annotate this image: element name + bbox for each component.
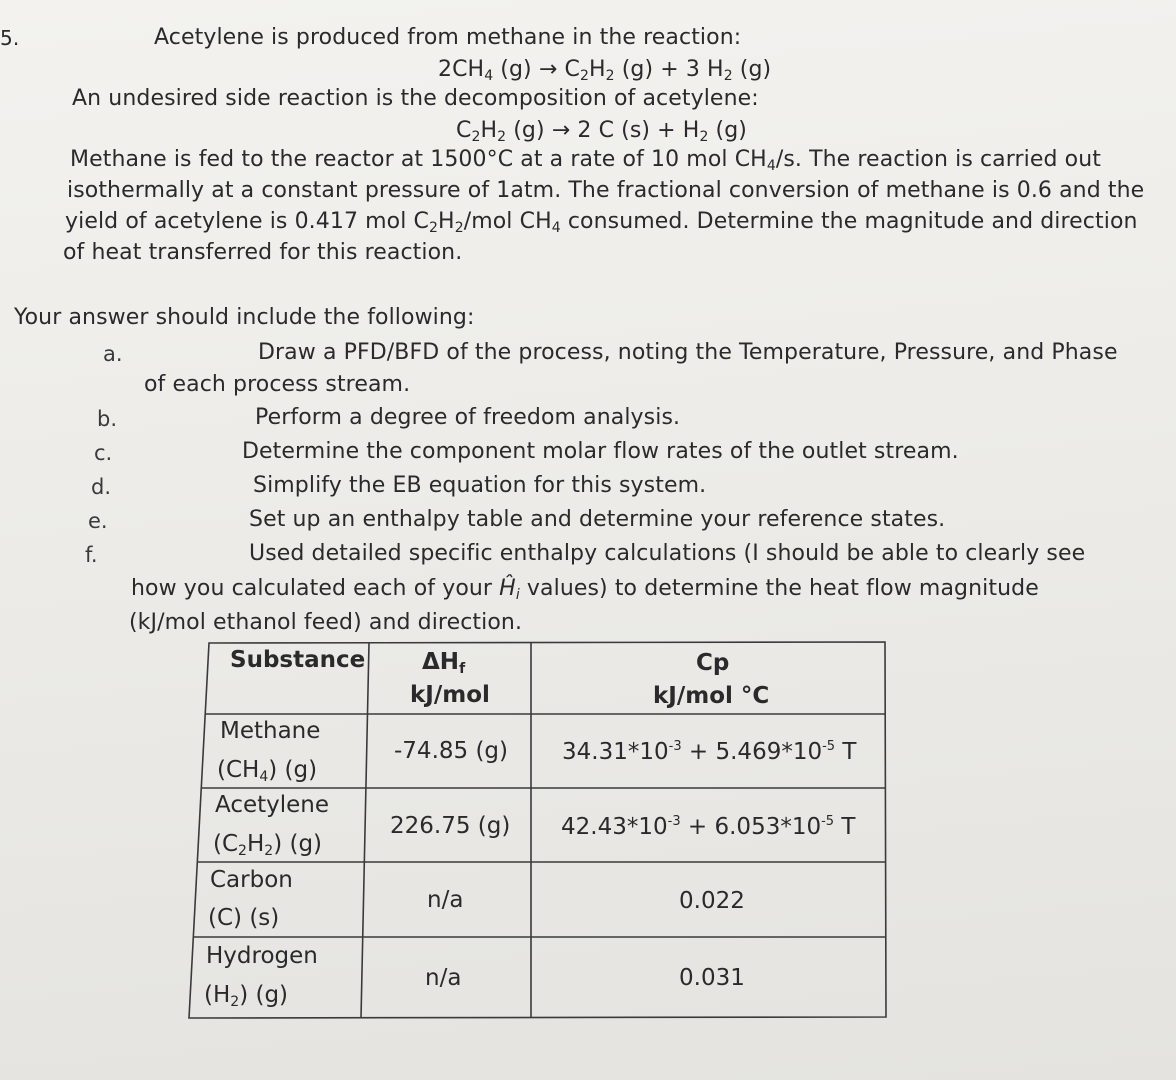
problem-paragraph-line-1: Methane is fed to the reactor at 1500°C at a rate of 10 mol $CH_4/s$. The reaction is carried out <box>70 147 1101 174</box>
row-methane-dhf: -74.85 (g) <box>394 738 509 764</box>
row-carbon-dhf: n/a <box>427 887 464 913</box>
item-text-f-continued-1: how you calculated each of your $Ĥ_i$ values) to determine the heat flow magnitude <box>131 576 1039 603</box>
row-methane-name: Methane <box>220 718 321 744</box>
enthalpy-data-table <box>188 641 898 1018</box>
row-acetylene-name: Acetylene <box>215 792 330 818</box>
item-letter-f: f. <box>85 543 98 567</box>
header-substance: Substance <box>230 647 366 673</box>
row-hydrogen-dhf: n/a <box>425 965 462 991</box>
header-cp: Cp <box>696 650 730 676</box>
item-letter-e: e. <box>88 509 108 533</box>
row-carbon-formula: (C) (s) <box>208 905 280 931</box>
header-cp-unit: kJ/mol °C <box>653 683 770 709</box>
row-carbon-cp: 0.022 <box>679 888 745 914</box>
problem-paragraph-line-4: of heat transferred for this reaction. <box>63 240 463 265</box>
item-text-d: Simplify the EB equation for this system. <box>253 473 707 498</box>
item-text-a: Draw a PFD/BFD of the process, noting the Temperature, Pressure, and Phase <box>258 340 1118 365</box>
item-text-f-continued-2: (kJ/mol ethanol feed) and direction. <box>129 610 523 635</box>
h-hat-symbol: Ĥ <box>499 576 516 601</box>
header-delta-hf-unit: kJ/mol <box>410 682 490 708</box>
row-carbon-name: Carbon <box>210 867 293 893</box>
row-hydrogen-cp: 0.031 <box>679 965 745 991</box>
item-letter-a: a. <box>103 342 123 366</box>
row-methane-formula: $(CH_4)$ (g) <box>217 757 318 785</box>
item-text-f: Used detailed specific enthalpy calculations (I should be able to clearly see <box>249 541 1086 566</box>
row-methane-cp: $34.31*10^{-3} + 5.469*10^{-5}$ T <box>562 739 857 765</box>
header-delta-hf: $\Delta H_f$ <box>422 649 466 677</box>
row-acetylene-formula: $(C_2H_2)$ (g) <box>213 831 323 859</box>
row-hydrogen-name: Hydrogen <box>206 943 318 969</box>
item-text-a-continued: of each process stream. <box>144 372 411 397</box>
intro-line-1: Acetylene is produced from methane in the reaction: <box>154 25 742 50</box>
problem-number: 5. <box>0 26 20 50</box>
answer-header: Your answer should include the following: <box>14 305 475 330</box>
item-letter-c: c. <box>94 441 113 465</box>
row-acetylene-dhf: 226.75 (g) <box>390 813 511 839</box>
item-text-e: Set up an enthalpy table and determine your reference states. <box>249 507 946 532</box>
problem-paragraph-line-3: yield of acetylene is 0.417 mol $C_2H_2$/mol $CH_4$ consumed. Determine the magnitude and direction <box>65 209 1138 236</box>
problem-paragraph-line-2: isothermally at a constant pressure of 1atm. The fractional conversion of methane is 0.6 and the <box>67 178 1145 203</box>
item-letter-b: b. <box>97 407 118 431</box>
intro-line-2: An undesired side reaction is the decomposition of acetylene: <box>72 86 759 111</box>
item-text-c: Determine the component molar flow rates of the outlet stream. <box>242 439 959 464</box>
row-acetylene-cp: $42.43*10^{-3} + 6.053*10^{-5}$ T <box>561 814 856 840</box>
row-hydrogen-formula: $(H_2)$ (g) <box>204 982 289 1010</box>
reaction-equation-2: $C_2H_2$ (g) → 2 C $(s) + H_2$ (g) <box>456 118 747 145</box>
item-text-b: Perform a degree of freedom analysis. <box>255 405 681 430</box>
item-letter-d: d. <box>91 475 112 499</box>
reaction-equation-1: $2CH_4$ $(g) \to C_2H_2$ (g) + 3 $H_2$ (g) <box>438 57 772 84</box>
